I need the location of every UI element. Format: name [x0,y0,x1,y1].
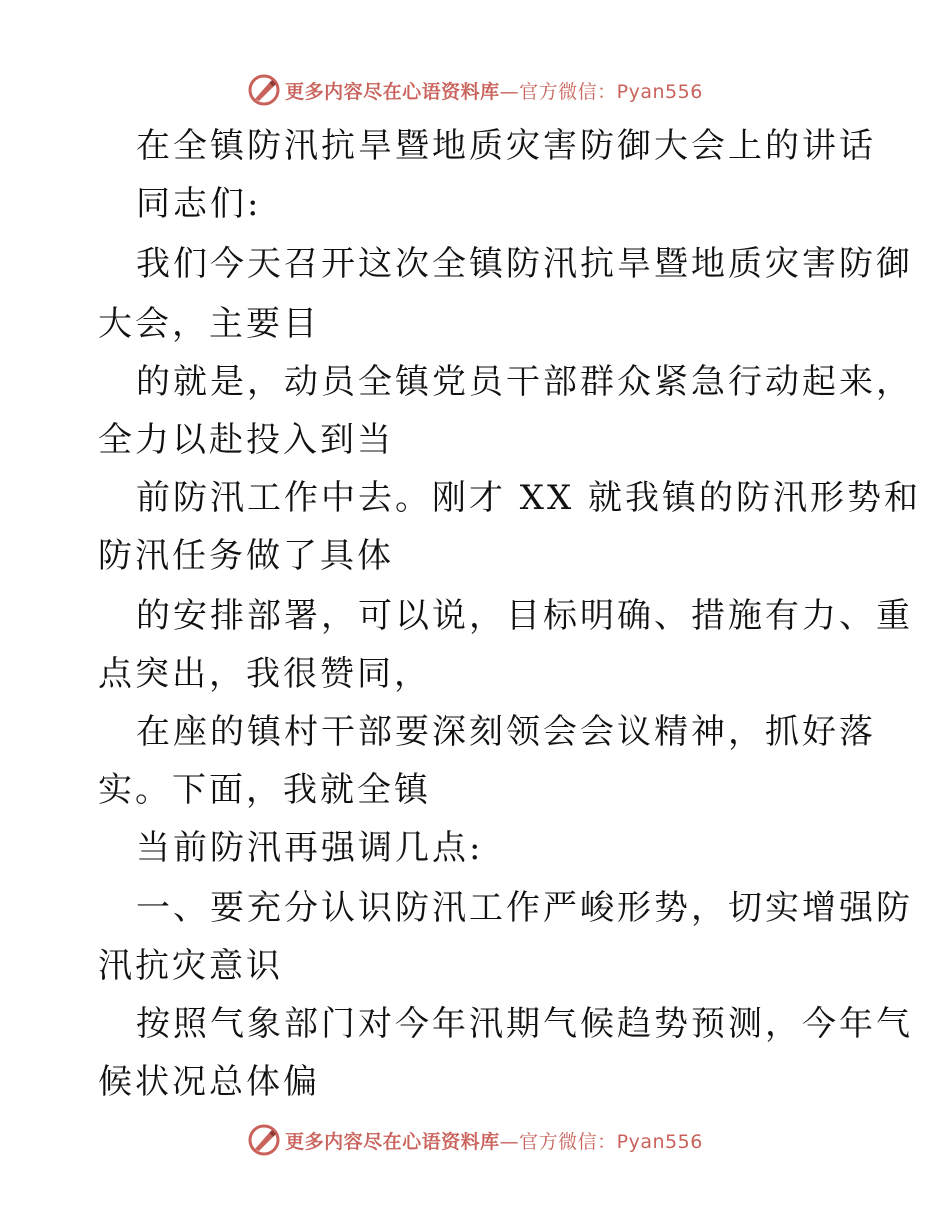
doc-line: 点突出，我很赞同， [98,654,431,694]
doc-line: 同志们: [136,184,262,224]
doc-line: 当前防汛再强调几点: [136,828,484,868]
pen-logo-icon [247,1123,281,1157]
watermark-contact: —官方微信：Pyan556 [499,1130,703,1153]
section-heading: 一、要充分认识防汛工作严峻形势，切实增强防 [136,888,913,928]
doc-line: 大会，主要目 [98,304,320,344]
watermark-brand: 更多内容尽在心语资料库 [285,80,500,103]
doc-line: 实。下面，我就全镇 [98,770,431,810]
watermark-brand: 更多内容尽在心语资料库 [285,1130,500,1153]
doc-line: 按照气象部门对今年汛期气候趋势预测，今年气 [136,1004,913,1044]
doc-title: 在全镇防汛抗旱暨地质灾害防御大会上的讲话 [136,126,876,166]
watermark-contact: —官方微信：Pyan556 [499,80,703,103]
doc-line: 候状况总体偏 [98,1062,320,1102]
doc-line: 汛抗灾意识 [98,946,283,986]
doc-line: 前防汛工作中去。刚才 XX 就我镇的防汛形势和 [136,478,922,518]
doc-line: 在座的镇村干部要深刻领会会议精神，抓好落 [136,712,876,752]
pen-logo-icon [247,73,281,107]
doc-line: 的安排部署，可以说，目标明确、措施有力、重 [136,596,913,636]
doc-line: 的就是，动员全镇党员干部群众紧急行动起来， [136,362,913,402]
doc-line: 防汛任务做了具体 [98,536,394,576]
doc-line: 全力以赴投入到当 [98,420,394,460]
doc-line: 我们今天召开这次全镇防汛抗旱暨地质灾害防御 [136,244,913,284]
watermark-banner-bottom [0,1120,950,1160]
watermark-banner-top [0,70,950,110]
